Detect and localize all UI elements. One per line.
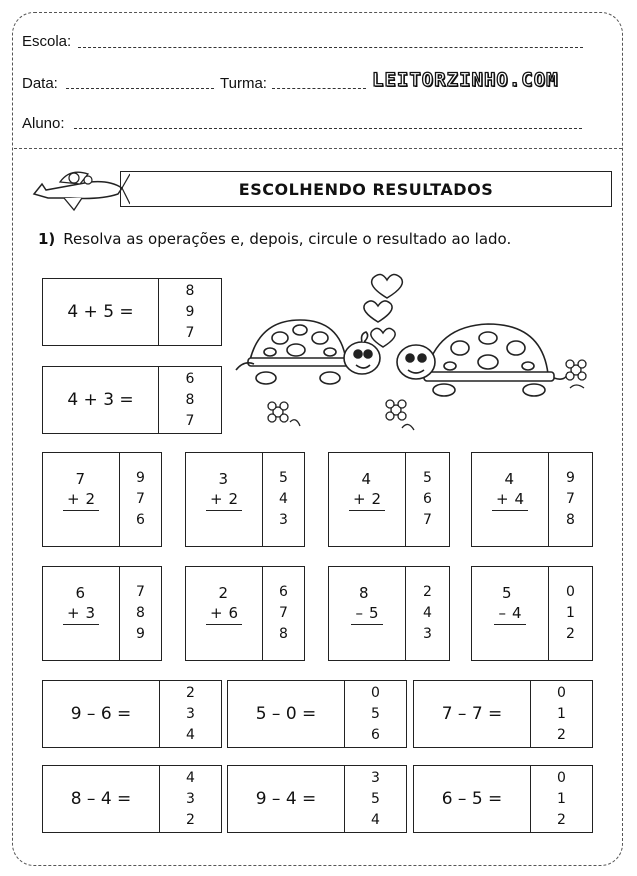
option[interactable]: 7 <box>136 584 145 600</box>
option[interactable]: 2 <box>557 811 566 828</box>
option[interactable]: 0 <box>557 769 566 786</box>
aluno-field[interactable] <box>74 128 582 129</box>
exercise-box <box>42 278 222 346</box>
exercise-box <box>42 680 222 748</box>
option[interactable]: 8 <box>185 282 195 299</box>
data-field[interactable] <box>66 88 214 89</box>
vertical-operation: 6 + 3 <box>63 583 99 645</box>
exercise-box <box>42 452 162 547</box>
exercise-box <box>227 765 407 833</box>
exercise-box <box>413 680 593 748</box>
options <box>344 681 406 747</box>
option[interactable]: 3 <box>371 769 380 786</box>
expression: 4 + 3 = <box>67 390 134 410</box>
option[interactable]: 7 <box>185 324 195 341</box>
option[interactable]: 6 <box>371 726 380 743</box>
options <box>158 279 221 345</box>
vertical-operation: 2 + 6 <box>206 583 242 645</box>
option[interactable]: 9 <box>185 303 195 320</box>
options <box>158 367 221 433</box>
vertical-operation: 4 + 2 <box>349 469 385 531</box>
exercise-box <box>471 452 593 547</box>
options <box>548 453 592 546</box>
option[interactable]: 6 <box>185 370 195 387</box>
option[interactable]: 0 <box>557 684 566 701</box>
option[interactable]: 7 <box>566 491 575 507</box>
exercise-box <box>328 452 450 547</box>
exercise-box <box>227 680 407 748</box>
escola-field[interactable] <box>78 47 583 48</box>
options <box>405 453 449 546</box>
options <box>159 766 221 832</box>
option[interactable]: 0 <box>566 584 575 600</box>
page-title: ESCOLHENDO RESULTADOS <box>238 179 494 199</box>
heart-icon <box>364 274 402 347</box>
option[interactable]: 4 <box>279 491 288 507</box>
exercise-box <box>42 366 222 434</box>
turma-label: Turma: <box>220 75 267 92</box>
vertical-operation: 5 – 4 <box>494 583 525 645</box>
option[interactable]: 9 <box>136 626 145 642</box>
aluno-label: Aluno: <box>22 115 65 132</box>
option[interactable]: 4 <box>423 605 432 621</box>
header-separator <box>14 148 622 149</box>
expression: 4 + 5 = <box>67 302 134 322</box>
option[interactable]: 6 <box>136 512 145 528</box>
option[interactable]: 8 <box>566 512 575 528</box>
option[interactable]: 5 <box>371 705 380 722</box>
exercise-box <box>413 765 593 833</box>
option[interactable]: 9 <box>566 470 575 486</box>
exercise-box <box>328 566 450 661</box>
option[interactable]: 6 <box>279 584 288 600</box>
expression: 8 – 4 = <box>70 789 132 809</box>
option[interactable]: 9 <box>136 470 145 486</box>
data-label: Data: <box>22 75 58 92</box>
expression: 9 – 4 = <box>255 789 317 809</box>
instruction-number: 1) <box>38 230 56 248</box>
option[interactable]: 8 <box>185 391 195 408</box>
options <box>344 766 406 832</box>
option[interactable]: 7 <box>279 605 288 621</box>
option[interactable]: 4 <box>186 726 195 743</box>
exercise-box <box>185 452 305 547</box>
option[interactable]: 3 <box>186 705 195 722</box>
expression: 9 – 6 = <box>70 704 132 724</box>
option[interactable]: 2 <box>186 684 195 701</box>
option[interactable]: 3 <box>279 512 288 528</box>
option[interactable]: 2 <box>557 726 566 743</box>
vertical-operation: 8 – 5 <box>351 583 382 645</box>
option[interactable]: 7 <box>423 512 432 528</box>
option[interactable]: 5 <box>371 790 380 807</box>
option[interactable]: 8 <box>279 626 288 642</box>
expression: 7 – 7 = <box>441 704 503 724</box>
option[interactable]: 4 <box>186 769 195 786</box>
options <box>119 567 161 660</box>
option[interactable]: 5 <box>423 470 432 486</box>
turma-field[interactable] <box>272 88 366 89</box>
option[interactable]: 5 <box>279 470 288 486</box>
options <box>548 567 592 660</box>
vertical-operation: 4 + 4 <box>492 469 528 531</box>
options <box>405 567 449 660</box>
option[interactable]: 2 <box>566 626 575 642</box>
vertical-operation: 7 + 2 <box>63 469 99 531</box>
option[interactable]: 7 <box>136 491 145 507</box>
option[interactable]: 1 <box>557 790 566 807</box>
options <box>530 681 592 747</box>
airplane-icon <box>30 160 130 216</box>
option[interactable]: 4 <box>371 811 380 828</box>
exercise-box <box>471 566 593 661</box>
options <box>119 453 161 546</box>
brand-logo: LEITORZINHO.COM <box>372 69 559 91</box>
option[interactable]: 3 <box>186 790 195 807</box>
option[interactable]: 0 <box>371 684 380 701</box>
option[interactable]: 1 <box>557 705 566 722</box>
instruction-text: Resolva as operações e, depois, circule o resultado ao lado. <box>63 230 512 248</box>
option[interactable]: 6 <box>423 491 432 507</box>
turtles-illustration <box>230 262 600 442</box>
escola-label: Escola: <box>22 33 72 50</box>
exercise-box <box>185 566 305 661</box>
instruction <box>38 230 511 248</box>
option[interactable]: 7 <box>185 412 195 429</box>
option[interactable]: 8 <box>136 605 145 621</box>
option[interactable]: 1 <box>566 605 575 621</box>
option[interactable]: 2 <box>186 811 195 828</box>
option[interactable]: 3 <box>423 626 432 642</box>
exercise-box <box>42 765 222 833</box>
options <box>159 681 221 747</box>
vertical-operation: 3 + 2 <box>206 469 242 531</box>
option[interactable]: 2 <box>423 584 432 600</box>
exercise-box <box>42 566 162 661</box>
options <box>530 766 592 832</box>
title-banner <box>120 171 612 207</box>
expression: 6 – 5 = <box>441 789 503 809</box>
options <box>262 453 304 546</box>
options <box>262 567 304 660</box>
expression: 5 – 0 = <box>255 704 317 724</box>
